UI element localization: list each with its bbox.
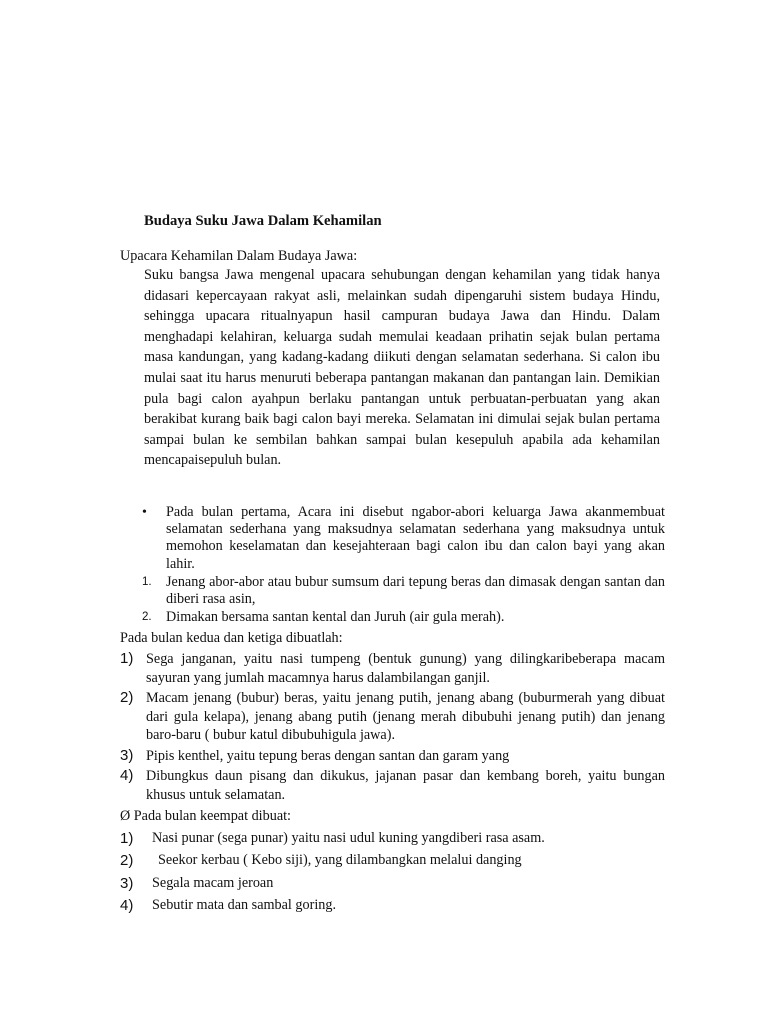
list-item-text: Sega janganan, yaitu nasi tumpeng (bentuk gunung) yang dilingkaribeberapa macam sayuran yang jumlah macamnya harus dalambilangan ganjil. — [146, 651, 665, 686]
list-marker: 3) — [120, 874, 134, 892]
list-item — [120, 747, 665, 766]
list-item — [120, 504, 665, 573]
list-item — [120, 896, 665, 915]
list-item — [120, 689, 665, 745]
month2-3-list — [120, 650, 665, 806]
list-marker: 1) — [120, 650, 134, 667]
list-marker: 4) — [120, 767, 134, 784]
list-item-text: Nasi punar (sega punar) yaitu nasi udul kuning yangdiberi rasa asam. — [152, 830, 545, 846]
document-title: Budaya Suku Jawa Dalam Kehamilan — [144, 213, 382, 229]
list-marker: 2. — [142, 611, 152, 624]
list-item-text: Jenang abor-abor atau bubur sumsum dari tepung beras dan dimasak dengan santan dan diberi rasa asin, — [166, 573, 665, 608]
month2-3-heading: Pada bulan kedua dan ketiga dibuatlah: — [120, 630, 343, 646]
month4-heading-line — [120, 808, 291, 825]
list-item-text: Segala macam jeroan — [152, 874, 274, 891]
intro-paragraph — [144, 265, 660, 471]
list-item-text: Dibungkus daun pisang dan dikukus, jajanan pasar dan kembang boreh, yaitu bungan khusus untuk selamatan. — [146, 768, 665, 803]
list-marker: 1) — [120, 830, 134, 847]
list-item-text: Seekor kerbau ( Kebo siji), yang dilambangkan melalui danging — [158, 852, 522, 869]
list-item — [120, 851, 665, 870]
list-item-text: Pipis kenthel, yaitu tepung beras dengan santan dan garam yang — [146, 747, 510, 764]
list-item — [120, 609, 665, 626]
list-marker: 2) — [120, 689, 134, 706]
list-item — [120, 874, 665, 893]
list-item — [120, 767, 665, 804]
month1-list — [120, 504, 665, 626]
bullet-icon: • — [142, 505, 147, 520]
list-item — [120, 650, 665, 687]
month4-list — [120, 829, 665, 919]
list-item-text: Sebutir mata dan sambal goring. — [152, 897, 337, 914]
list-marker: 1. — [142, 575, 152, 588]
arrow-bullet-icon: Ø — [120, 808, 131, 824]
list-item-text: Pada bulan pertama, Acara ini disebut ngabor-abori keluarga Jawa akanmembuat selamatan sederhana yang maksudnya selamatan sederhana yang maksudnya untuk memohon keselamatan dan kesejahteraan bagi calon ibu dan calon bayi yang akan lahir. — [166, 504, 665, 572]
list-marker: 3) — [120, 746, 134, 764]
list-item — [120, 574, 665, 608]
section-subheading: Upacara Kehamilan Dalam Budaya Jawa: — [120, 248, 358, 264]
intro-paragraph-text: Suku bangsa Jawa mengenal upacara sehubungan dengan kehamilan yang tidak hanya didasari kepercayaan rakyat asli, melainkan sudah dipengaruhi sistem budaya Hindu, sehingga upacara ritualnyapun hasil campuran budaya Jawa dan Hindu. Dalam menghadapi kelahiran, keluarga sudah memulai keadaan prihatin sejak bulan pertama masa kandungan, yang kadang-kadang diikuti dengan selamatan sederhana. Si calon ibu mulai saat itu harus menuruti beberapa pantangan makanan dan pantangan lain. Demikian pula bagi calon ayahpun berlaku pantangan untuk perbuatan-perbuatan yang akan berakibat kurang baik bagi calon bayi mereka. Selamatan ini dimulai sejak bulan pertama sampai bulan ke sembilan bahkan sampai bulan kesepuluh apabila ada kehamilan mencapaisepuluh bulan. — [144, 267, 660, 469]
month4-heading: Pada bulan keempat dibuat: — [133, 808, 291, 824]
list-item-text: Dimakan bersama santan kental dan Juruh (air gula merah). — [166, 609, 505, 626]
list-marker: 2) — [120, 852, 134, 870]
list-item-text: Macam jenang (bubur) beras, yaitu jenang putih, jenang abang (buburmerah yang dibuat dari gula kelapa), jenang abang putih (jenang merah dibubuhi jenang putih) dan jenang baro-baru ( bubur katul dibubuhigula jawa). — [146, 690, 665, 743]
list-marker: 4) — [120, 897, 134, 915]
list-item — [120, 829, 665, 848]
